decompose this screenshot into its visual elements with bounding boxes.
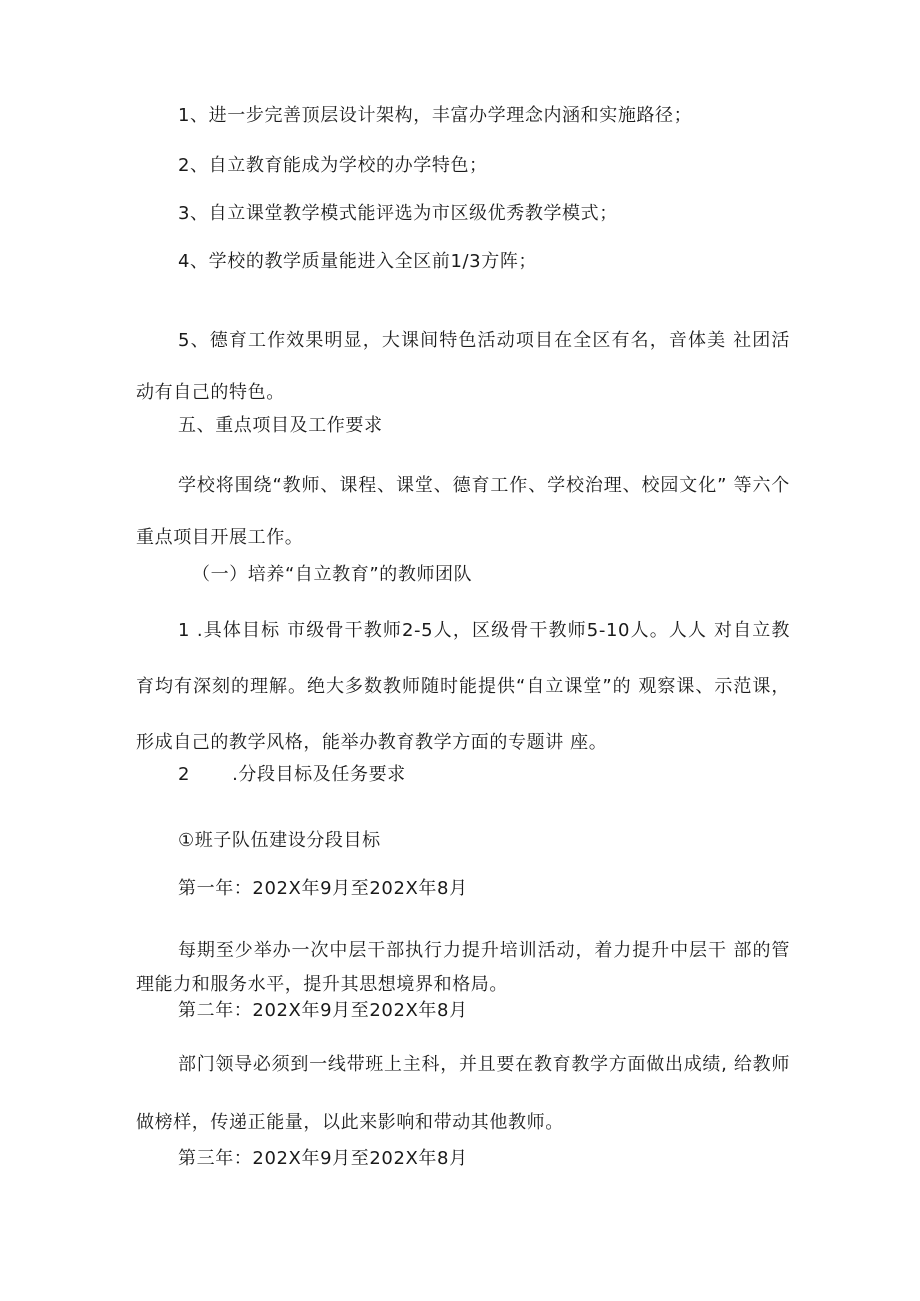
goal-item-1: 1 .具体目标 市级骨干教师2-5人，区级骨干教师5-10人。人人 对自立教育均有深刻的理解。绝大多数教师随时能提供“自立课堂”的 观察课、示范课，形成自己的教学风格，能举办教育教学方面的专题讲 座。	[136, 620, 790, 753]
list-item-5: 5、德育工作效果明显，大课间特色活动项目在全区有名，音体美 社团活动有自己的特色。	[136, 330, 790, 403]
item-text: .分段目标及任务要求	[232, 764, 406, 785]
year1-heading: 第一年：202X年9月至202X年8月	[178, 878, 468, 899]
list-item-4: 4、学校的教学质量能进入全区前1/3方阵；	[178, 251, 538, 272]
list-item-1: 1、进一步完善顶层设计架构，丰富办学理念内涵和实施路径；	[178, 105, 693, 126]
item-number: 2	[178, 764, 191, 785]
year3-heading: 第三年：202X年9月至202X年8月	[178, 1148, 468, 1169]
section-heading: 五、重点项目及工作要求	[178, 415, 383, 436]
team-heading: ①班子队伍建设分段目标	[178, 830, 381, 851]
list-item-3: 3、自立课堂教学模式能评选为市区级优秀教学模式；	[178, 203, 618, 224]
year1-text: 每期至少举办一次中层干部执行力提升培训活动，着力提升中层干 部的管理能力和服务水平，提升其思想境界和格局。	[136, 940, 790, 995]
year2-text: 部门领导必须到一线带班上主科，并且要在教育教学方面做出成绩, 给教师做榜样，传递正能量，以此来影响和带动其他教师。	[136, 1054, 790, 1133]
subsection-heading: （一）培养“自立教育”的教师团队	[192, 564, 473, 585]
goal-item-2	[178, 764, 406, 786]
section-intro: 学校将围绕“教师、课程、课堂、德育工作、学校治理、校园文化” 等六个重点项目开展工作。	[136, 475, 790, 548]
year2-heading: 第二年：202X年9月至202X年8月	[178, 1000, 468, 1021]
list-item-2: 2、自立教育能成为学校的办学特色；	[178, 155, 488, 176]
